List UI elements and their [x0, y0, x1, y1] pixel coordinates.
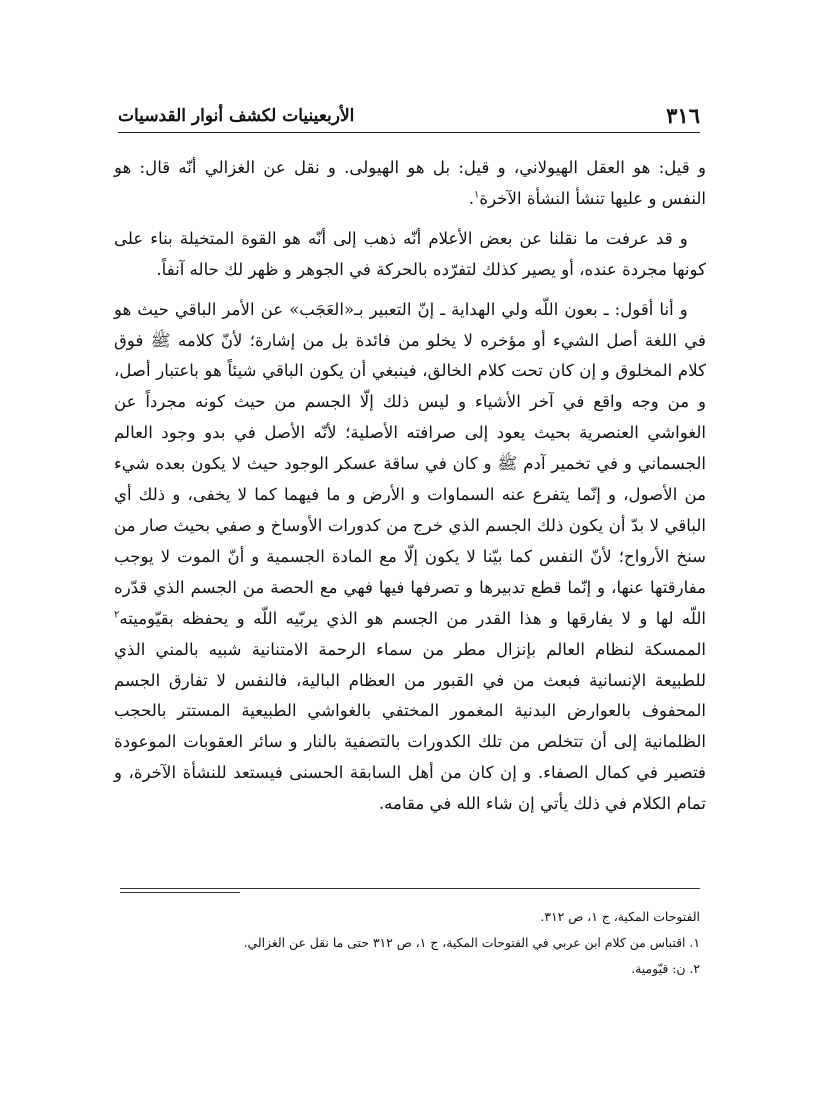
footnote: ٢. ن: قيّومية. — [631, 961, 700, 976]
running-title: الأربعينيات لكشف أنوار القدسيات — [118, 106, 355, 126]
paragraph-1 — [114, 153, 706, 215]
page-number: ٣١٦ — [666, 103, 700, 128]
footnote-separator-short — [120, 892, 240, 893]
paragraph-3-end: الممسكة لنظام العالم بإنزال مطر من سماء الرحمة الامتنانية شبيه بالمني الذي للطبيعة الإنسانية فبعث من في القبور من العظام البالية، فالنفس لا تفارق الجسم المحفوف بالعوارض البدنية المغمور المختفي بالغواشي الطبيعية المستتر بالحجب الظلمانية إلى أن تتخلص من تلك الكدورات بالتصفية بالنار و سائر العقوبات الموعودة فتصير في كمال الصفاء. و إن كان من أهل السابقة الحسنى فيستعد للنشأة الآخرة، و تمام الكلام في ذلك يأتي إن شاء الله في مقامه. — [114, 639, 706, 814]
footnote-marker-2: ٢ — [114, 609, 120, 621]
footnote: الفتوحات المكية، ج ١، ص ٣١٢. — [540, 909, 700, 924]
main-text — [114, 153, 706, 829]
paragraph-1-end: . — [468, 188, 475, 208]
footnote: ١. اقتباس من كلام ابن عربي في الفتوحات المكية، ج ١، ص ٣١٢ حتى ما نقل عن الغزالي. — [243, 935, 700, 950]
paragraph-1-text: و قيل: هو العقل الهيولاني، و قيل: بل هو الهيولى. و نقل عن الغزالي أنّه قال: هو النفس و عليها تنشأ النشأة الآخرة — [114, 158, 706, 208]
paragraph-2: و قد عرفت ما نقلنا عن بعض الأعلام أنّه ذهب إلى أنّه هو القوة المتخيلة بناء على كونها مجردة عنده، أو يصير كذلك لتفرّده بالحركة في الجوهر و ظهر لك حاله آنفاً. — [114, 228, 706, 279]
page-header — [118, 96, 700, 130]
footnote-marker-1: ١ — [474, 189, 480, 201]
footnotes — [120, 904, 700, 982]
footnote-separator — [120, 888, 700, 889]
paragraph-3-text: و أنا أقول: ـ بعون اللّه ولي الهداية ـ إنّ التعبير بـ«العَجَب» عن الأمر الباقي حيث هو في اللغة أصل الشيء أو مؤخره لا يخلو من فائدة بل من إشارة؛ لأنّ كلامه ﷺ فوق كلام المخلوق و إن كان تحت كلام الخالق، فينبغي أن يكون الباقي شيئاً هو باعتبار أصل، و من وجه واقع في آخر الأشياء و ليس ذلك إلّا الجسم من حيث كونه مجرداً عن الغواشي العنصرية بحيث يعود إلى صرافته الأصلية؛ لأنّه الأصل في بدو وجود العالم الجسماني و في تخمير آدم ﷺ و كان في ساقة عسكر الوجود حيث لا يكون بعده شيء من الأصول، و إنّما يتفرع عنه السماوات و الأرض و ما فيهما كما لا يخفى، و ذلك أي الباقي لا بدّ أن يكون ذلك الجسم الذي خرج من كدورات الأوساخ و صفي بحيث صار من سنخ الأرواح؛ لأنّ النفس كما بيّنا لا يكون إلّا مع المادة الجسمية و أنّ الموت لا يوجب مفارقتها عنها، و إنّما قطع تدبيرها و تصرفها فيها فهي مع الحصة من الجسم الذي قدّره اللّه لها و لا يفارقها و هذا القدر من الجسم هو الذي يربّيه اللّه و يحفظه بقيّوميته — [114, 299, 706, 628]
paragraph-3 — [114, 295, 706, 820]
header-rule — [118, 132, 700, 133]
